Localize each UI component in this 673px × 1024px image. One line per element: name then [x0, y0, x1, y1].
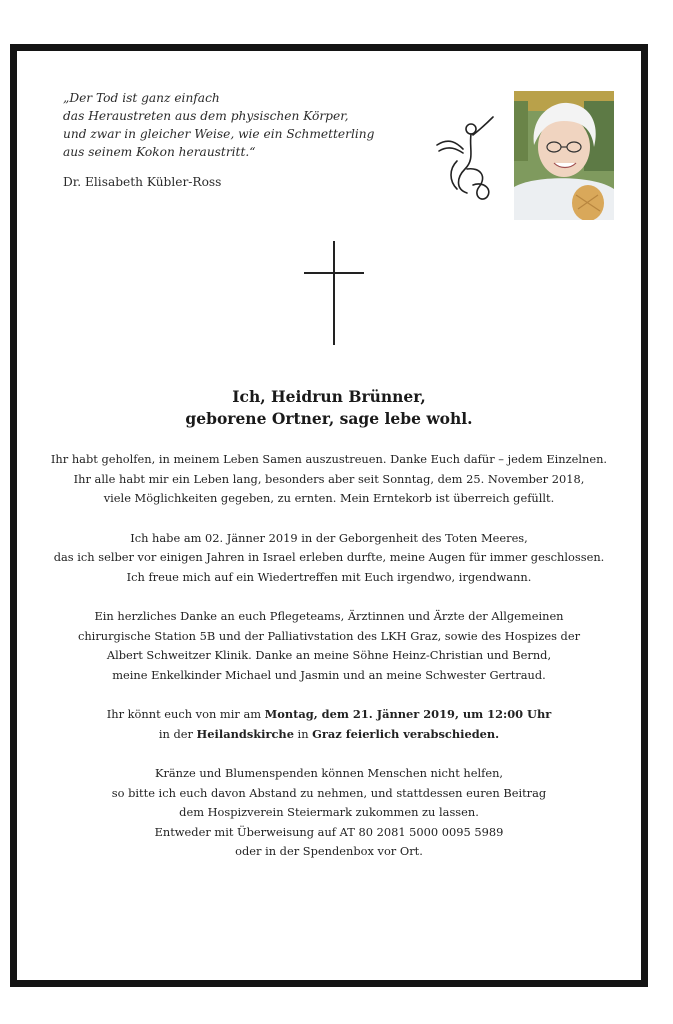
farewell-text: in der — [158, 726, 197, 741]
body-line: oder in der Spendenbox vor Ort. — [235, 844, 423, 858]
body-line: so bitte ich euch davon Abstand zu nehmen, und stattdessen euren Beitrag — [111, 785, 547, 800]
obituary-frame — [10, 44, 648, 987]
body-line — [17, 725, 641, 745]
body-line: Ihr alle habt mir ein Leben lang, besonders aber seit Sonntag, dem 25. November 2018, — [73, 471, 585, 486]
portrait-photo — [514, 91, 614, 220]
farewell-text: Ihr könnt euch von mir am — [106, 707, 265, 721]
quote-line: das Heraustreten aus dem physischen Körper, — [63, 109, 349, 123]
bank-account-line: Entweder mit Überweisung auf AT 80 2081 5000 0095 5989 — [154, 824, 504, 839]
obituary-heading — [17, 386, 641, 430]
body-line: chirurgische Station 5B und der Palliativstation des LKH Graz, sowie des Hospizes der — [77, 628, 581, 643]
paragraph-thanks — [17, 450, 641, 509]
farewell-church: Heilandskirche — [196, 726, 294, 741]
quote — [63, 89, 403, 161]
quote-author: Dr. Elisabeth Kübler-Ross — [63, 175, 222, 189]
paragraph-passing — [17, 529, 641, 588]
body-line: Ich habe am 02. Jänner 2019 in der Geborgenheit des Toten Meeres, — [130, 530, 528, 545]
body-line: Albert Schweitzer Klinik. Danke an meine Söhne Heinz-Christian und Bernd, — [106, 648, 552, 662]
body-line: meine Enkelkinder Michael und Jasmin und an meine Schwester Gertraud. — [112, 667, 546, 682]
body-line: Kränze und Blumenspenden können Menschen nicht helfen, — [154, 766, 504, 780]
body-line: das ich selber vor einigen Jahren in Israel erleben durfte, meine Augen für immer geschlossen. — [53, 550, 605, 564]
paragraph-gratitude — [17, 607, 641, 685]
heading-line-2: geborene Ortner, sage lebe wohl. — [185, 409, 473, 428]
body-line: viele Möglichkeiten gegeben, zu ernten. Mein Erntekorb ist überreich gefüllt. — [103, 491, 555, 505]
farewell-date: Montag, dem 21. Jänner 2019, um 12:00 Uhr — [264, 707, 552, 721]
body-line — [17, 705, 641, 725]
body-line: Ich freue mich auf ein Wiedertreffen mit Euch irgendwo, irgendwann. — [126, 569, 532, 584]
body-line: dem Hospizverein Steiermark zukommen zu lassen. — [179, 805, 479, 819]
paragraph-donations — [17, 764, 641, 862]
paragraph-farewell — [17, 705, 641, 744]
cross-icon — [304, 241, 364, 345]
farewell-text: in — [293, 726, 313, 741]
quote-line: aus seinem Kokon heraustritt.“ — [63, 145, 256, 159]
body-line: Ein herzliches Danke an euch Pflegeteams, Ärztinnen und Ärzte der Allgemeinen — [94, 609, 564, 623]
quote-line: „Der Tod ist ganz einfach — [63, 91, 220, 105]
obituary-body — [17, 450, 641, 882]
quote-line: und zwar in gleicher Weise, wie ein Schmetterling — [63, 127, 375, 141]
farewell-city: Graz feierlich verabschieden. — [312, 726, 500, 741]
heading-line-1: Ich, Heidrun Brünner, — [232, 387, 426, 406]
hospice-butterfly-logo-icon — [427, 115, 499, 207]
body-line: Ihr habt geholfen, in meinem Leben Samen auszustreuen. Danke Euch dafür – jedem Einzelnen. — [50, 452, 608, 466]
